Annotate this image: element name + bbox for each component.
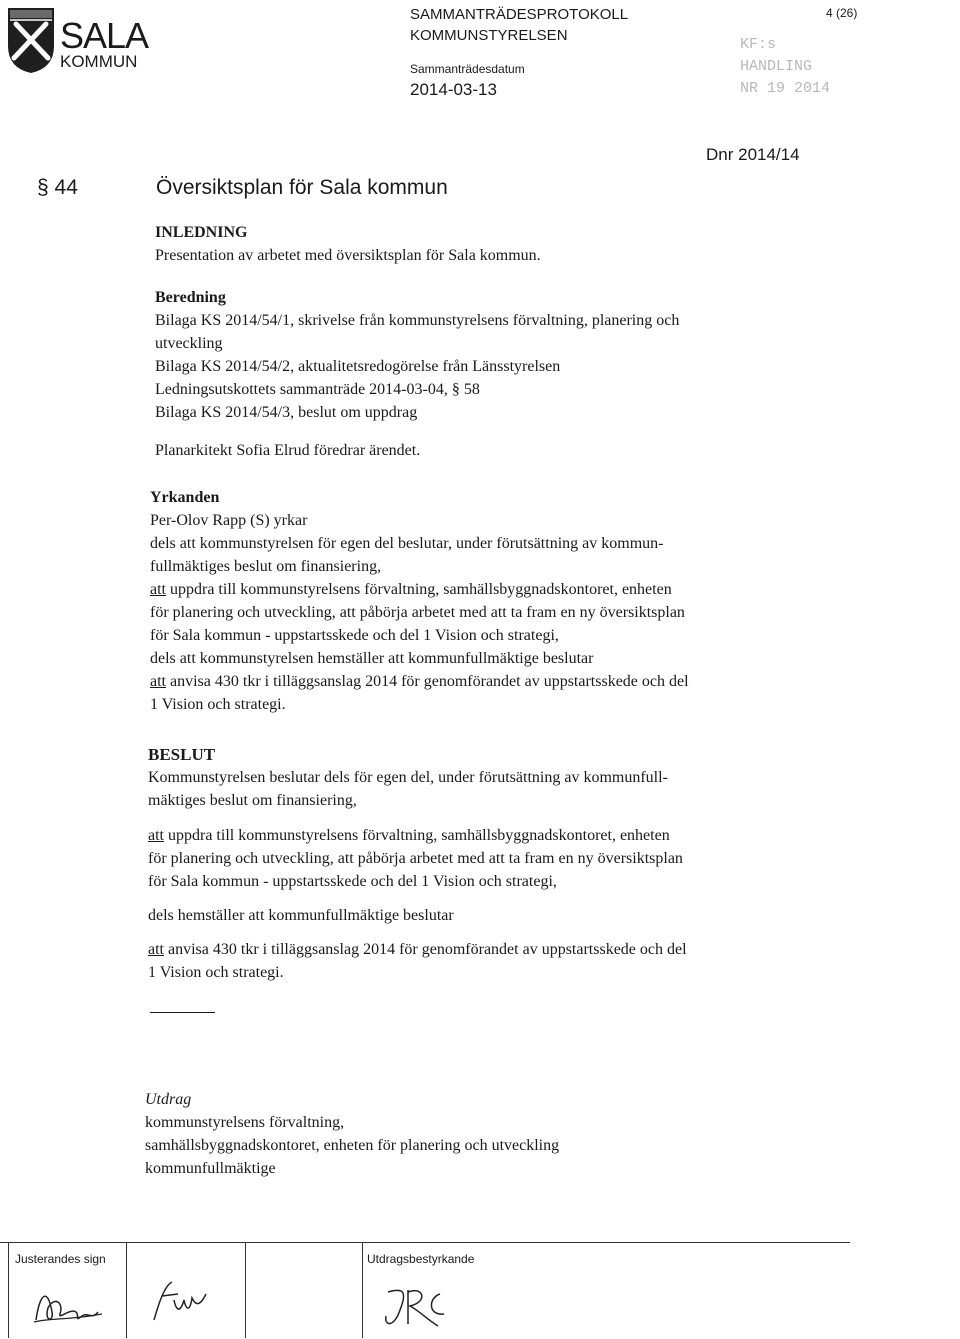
yrkanden-line: dels att kommunstyrelsen för egen del beslutar, under förutsättning av kommun- [150, 535, 664, 552]
yrkanden-line: dels att kommunstyrelsen hemställer att kommunfullmäktige beslutar [150, 650, 594, 667]
beredning-line: Ledningsutskottets sammanträde 2014-03-04, § 58 [155, 381, 480, 398]
yrkanden-line: för planering och utveckling, att påbörja arbetet med att ta fram en ny översiktsplan [150, 604, 685, 621]
beslut-line: 1 Vision och strategi. [148, 964, 284, 981]
inledning-heading: INLEDNING [155, 224, 248, 241]
handling-stamp [740, 34, 830, 100]
utdrag-block [145, 1088, 559, 1180]
att-word: att [150, 581, 166, 598]
beredning-heading: Beredning [155, 289, 226, 306]
page-number: 4 (26) [826, 6, 858, 20]
stamp-line: NR 19 2014 [740, 80, 831, 97]
logo-sub: KOMMUN [60, 52, 138, 71]
dnr-number: Dnr 2014/14 [706, 145, 800, 164]
section-title: Översiktsplan för Sala kommun [156, 176, 448, 199]
att-text: uppdra till kommunstyrelsens förvaltning, samhällsbyggnadskontoret, enheten [166, 581, 672, 598]
beslut-line: Kommunstyrelsen beslutar dels för egen del, under förutsättning av kommunfull- [148, 769, 668, 786]
beslut-att2-block [148, 938, 687, 984]
justerandes-sign-label: Justerandes sign [15, 1252, 106, 1266]
beslut-dels-block [148, 904, 454, 927]
yrkanden-heading: Yrkanden [150, 489, 220, 506]
att-text: anvisa 430 tkr i tilläggsanslag 2014 för genomförandet av uppstartsskede och del [164, 941, 687, 958]
beredning-line: utveckling [155, 335, 223, 352]
yrkanden-proposer: Per-Olov Rapp (S) yrkar [150, 512, 308, 529]
document-type: SAMMANTRÄDESPROTOKOLL [410, 6, 629, 23]
presenter-block [155, 439, 420, 462]
date-label: Sammanträdesdatum [410, 62, 525, 76]
att-text: anvisa 430 tkr i tilläggsanslag 2014 för genomförandet av uppstartsskede och del [166, 673, 689, 690]
signature-2 [142, 1276, 222, 1331]
logo-name: SALA [60, 15, 149, 56]
yrkanden-att-line [150, 578, 689, 601]
utdrag-heading: Utdrag [145, 1091, 192, 1108]
footer-divider [8, 1242, 9, 1338]
beredning-line: Bilaga KS 2014/54/1, skrivelse från kommunstyrelsens förvaltning, planering och [155, 312, 680, 329]
beslut-line: mäktiges beslut om finansiering, [148, 792, 357, 809]
att-word: att [150, 673, 166, 690]
inledning-block [155, 221, 541, 267]
footer-rule [90, 1242, 850, 1243]
beredning-line: Bilaga KS 2014/54/2, aktualitetsredogörelse från Länsstyrelsen [155, 358, 561, 375]
utdrag-recipient: kommunstyrelsens förvaltning, [145, 1114, 345, 1131]
beslut-line: för Sala kommun - uppstartsskede och del 1 Vision och strategi, [148, 873, 557, 890]
footer-divider [245, 1242, 246, 1338]
att-text: uppdra till kommunstyrelsens förvaltning, samhällsbyggnadskontoret, enheten [164, 827, 670, 844]
footer-divider [362, 1242, 363, 1338]
yrkanden-line: 1 Vision och strategi. [150, 696, 286, 713]
beslut-att-line [148, 824, 683, 847]
utdragsbestyrkande-label: Utdragsbestyrkande [367, 1252, 475, 1266]
footer-divider [126, 1242, 127, 1338]
stamp-line: HANDLING [740, 58, 813, 75]
inledning-text: Presentation av arbetet med översiktsplan för Sala kommun. [155, 247, 541, 264]
date-value: 2014-03-13 [410, 80, 497, 99]
presenter-text: Planarkitekt Sofia Elrud föredrar ärendet. [155, 442, 421, 459]
beslut-line: dels hemställer att kommunfullmäktige beslutar [148, 907, 454, 924]
yrkanden-block [150, 486, 689, 716]
signature-3 [378, 1280, 458, 1339]
separator-line [150, 1012, 215, 1013]
footer-rule-left [0, 1242, 90, 1243]
beslut-heading: BESLUT [148, 745, 216, 764]
yrkanden-line: för Sala kommun - uppstartsskede och del 1 Vision och strategi, [150, 627, 559, 644]
utdrag-recipient: kommunfullmäktige [145, 1160, 276, 1177]
att-word: att [148, 941, 164, 958]
beredning-block [155, 286, 679, 424]
yrkanden-line: fullmäktiges beslut om finansiering, [150, 558, 382, 575]
yrkanden-att-line [150, 670, 689, 693]
beslut-att1-block [148, 824, 683, 893]
beredning-line: Bilaga KS 2014/54/3, beslut om uppdrag [155, 404, 418, 421]
section-number: § 44 [37, 176, 78, 199]
crest-icon [6, 6, 56, 74]
document-organization: KOMMUNSTYRELSEN [410, 27, 568, 44]
utdrag-recipient: samhällsbyggnadskontoret, enheten för planering och utveckling [145, 1137, 560, 1154]
att-word: att [148, 827, 164, 844]
beslut-line: för planering och utveckling, att påbörja arbetet med att ta fram en ny översiktsplan [148, 850, 683, 867]
stamp-line: KF:s [740, 36, 777, 53]
beslut-block [148, 743, 668, 812]
beslut-att-line [148, 938, 687, 961]
signature-1 [30, 1282, 110, 1331]
